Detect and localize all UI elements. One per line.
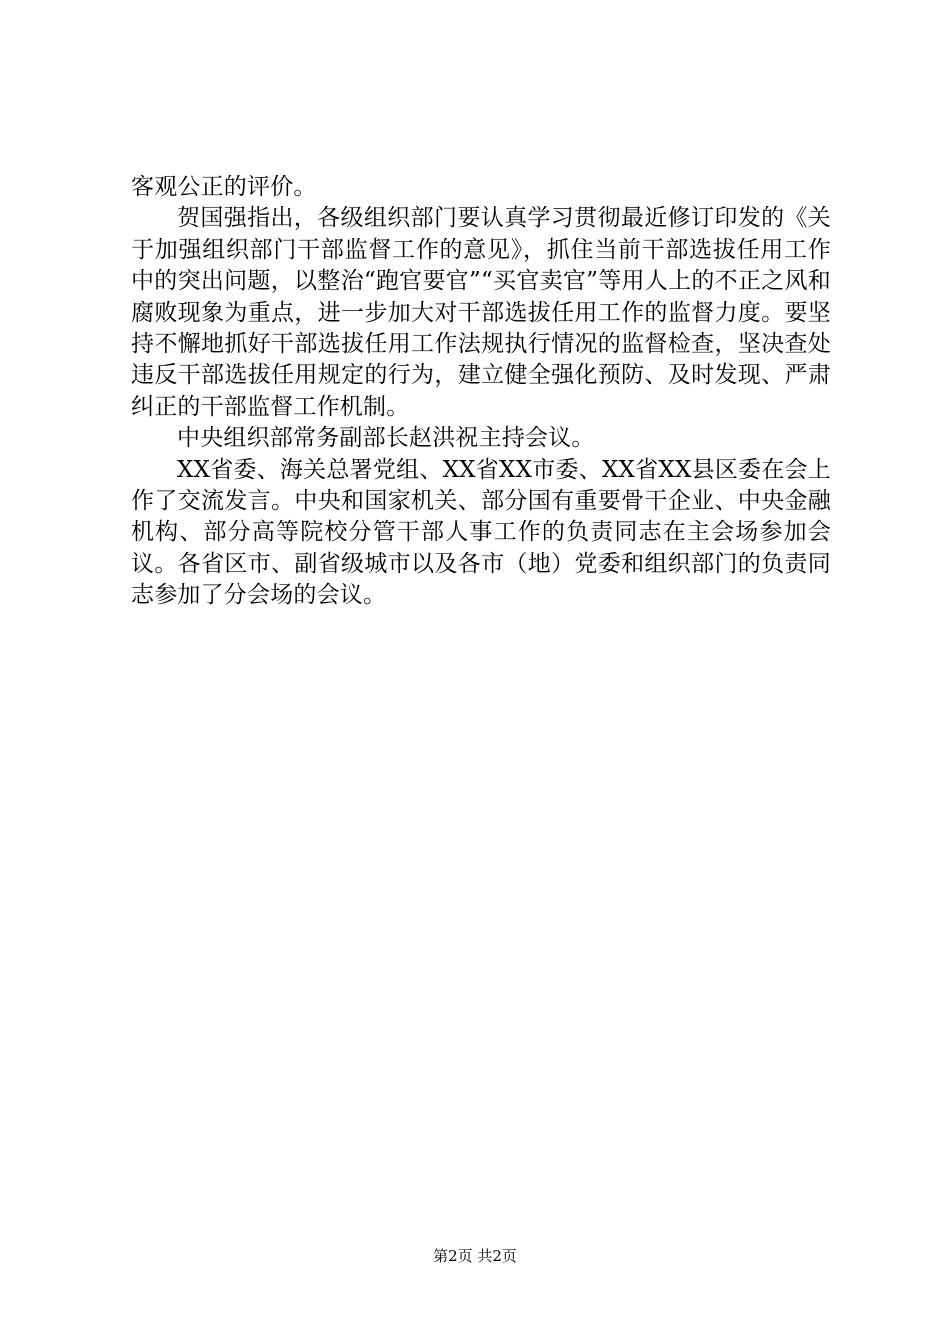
paragraph-2: 贺国强指出，各级组织部门要认真学习贯彻最近修订印发的《关于加强组织部门干部监督工作的意见》，抓住当前干部选拔任用工作中的突出问题，以整治“跑官要官”“买官卖官”等用人上的不正之风和腐败现象为重点，进一步加大对干部选拔任用工作的监督力度。要坚持不懈地抓好干部选拔任用工作法规执行情况的监督检查，坚决查处违反干部选拔任用规定的行为，建立健全强化预防、及时发现、严肃纠正的干部监督工作机制。 [131, 205, 831, 420]
paragraph-1: 客观公正的评价。 [131, 174, 317, 200]
paragraph-3: 中央组织部常务副部长赵洪祝主持会议。 [177, 425, 595, 452]
paragraph-4: XX省委、海关总署党组、XX省XX市委、XX省XX县区委在会上作了交流发言。中央和国家机关、部分国有重要骨干企业、中央金融机构、部分高等院校分管干部人事工作的负责同志在主会场参加会议。各省区市、副省级城市以及各市（地）党委和组织部门的负责同志参加了分会场的会议。 [131, 456, 831, 609]
document-body [131, 172, 831, 612]
page-number-footer: 第2页 共2页 [433, 1247, 517, 1265]
